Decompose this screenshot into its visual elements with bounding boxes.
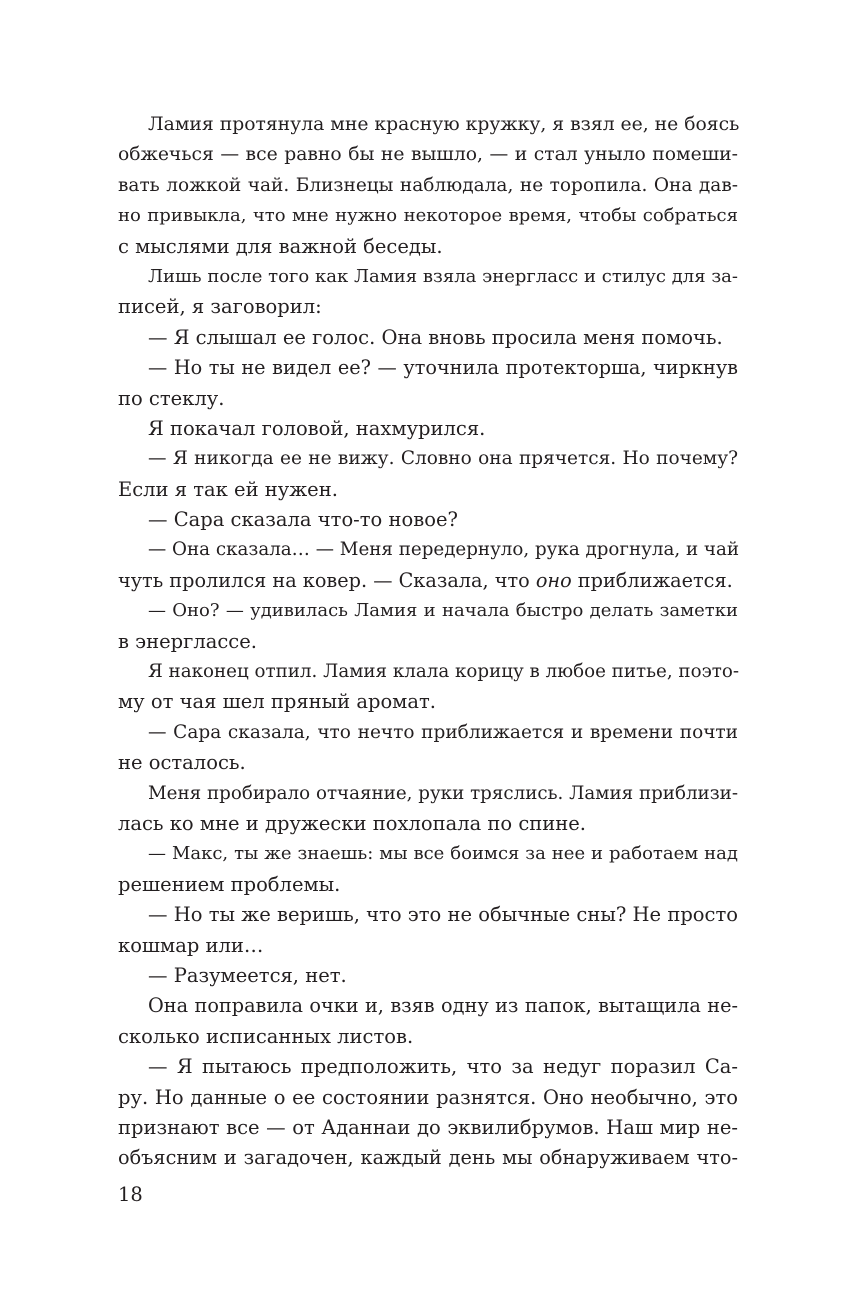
text-line: Она поправила очки и, взяв одну из папок, вытащила не- (148, 994, 738, 1018)
text-line: Лишь после того как Ламия взяла энергласс и стилус для за- (148, 265, 738, 287)
text-line: по стеклу. (118, 386, 225, 410)
text-line: — Но ты же веришь, что это не обычные сны? Не просто (148, 903, 738, 927)
text-line: писей, я заговорил: (118, 295, 322, 319)
text-line: Я наконец отпил. Ламия клала корицу в любое питье, поэто- (148, 661, 740, 683)
text-line: лась ко мне и дружески похлопала по спине. (118, 811, 586, 835)
text-line: обжечься — все равно бы не вышло, — и стал уныло помеши- (118, 144, 738, 166)
text-line: Я покачал головой, нахмурился. (148, 416, 486, 440)
text-line: — Она сказала… — Меня передернуло, рука дрогнула, и чай (148, 539, 740, 561)
text-line (118, 566, 738, 596)
text-line: сколько исписанных листов. (118, 1024, 414, 1048)
italic-word: оно (535, 568, 572, 592)
text-line: Если я так ей нужен. (118, 477, 338, 501)
text-line: Ламия протянула мне красную кружку, я взял ее, не боясь (148, 114, 740, 135)
text-line: признают все — от Аданнаи до эквилибрумов. Наш мир не- (118, 1115, 738, 1139)
text-line: не осталось. (118, 751, 246, 775)
page-number: 18 (118, 1183, 143, 1206)
text-line: с мыслями для важной беседы. (118, 234, 443, 258)
text-line: Меня пробирало отчаяние, руки тряслись. Ламия приблизи- (148, 782, 738, 804)
text-line: — Я слышал ее голос. Она вновь просила меня помочь. (148, 325, 723, 349)
text-line: — Макс, ты же знаешь: мы все боимся за нее и работаем над (148, 843, 738, 865)
text-line: — Разумеется, нет. (148, 963, 347, 987)
text-line: — Но ты не видел ее? — уточнила протекторша, чиркнув (148, 356, 738, 380)
text-segment: приближается. (571, 568, 733, 592)
text-segment: чуть пролился на ковер. — Сказала, что (118, 568, 536, 592)
text-line: — Сара сказала что-то новое? (148, 508, 458, 532)
text-line: решением проблемы. (118, 872, 341, 896)
text-line: — Я пытаюсь предположить, что за недуг поразил Са- (148, 1055, 738, 1079)
text-line: му от чая шел пряный аромат. (118, 690, 436, 714)
text-line: вать ложкой чай. Близнецы наблюдала, не торопила. Она дав- (118, 174, 738, 196)
text-line: кошмар или… (118, 933, 264, 957)
text-line: — Оно? — удивилась Ламия и начала быстро делать заметки (148, 600, 738, 622)
body-text (118, 110, 738, 1174)
text-line: — Сара сказала, что нечто приближается и времени почти (148, 721, 738, 743)
text-line: ру. Но данные о ее состоянии разнятся. Оно необычно, это (118, 1085, 738, 1109)
text-line: — Я никогда ее не вижу. Словно она прячется. Но почему? (148, 448, 738, 470)
text-line: объясним и загадочен, каждый день мы обнаруживаем что- (118, 1146, 738, 1170)
text-line: в энерглассе. (118, 629, 257, 653)
text-line: но привыкла, что мне нужно некоторое время, чтобы собраться (118, 205, 738, 227)
